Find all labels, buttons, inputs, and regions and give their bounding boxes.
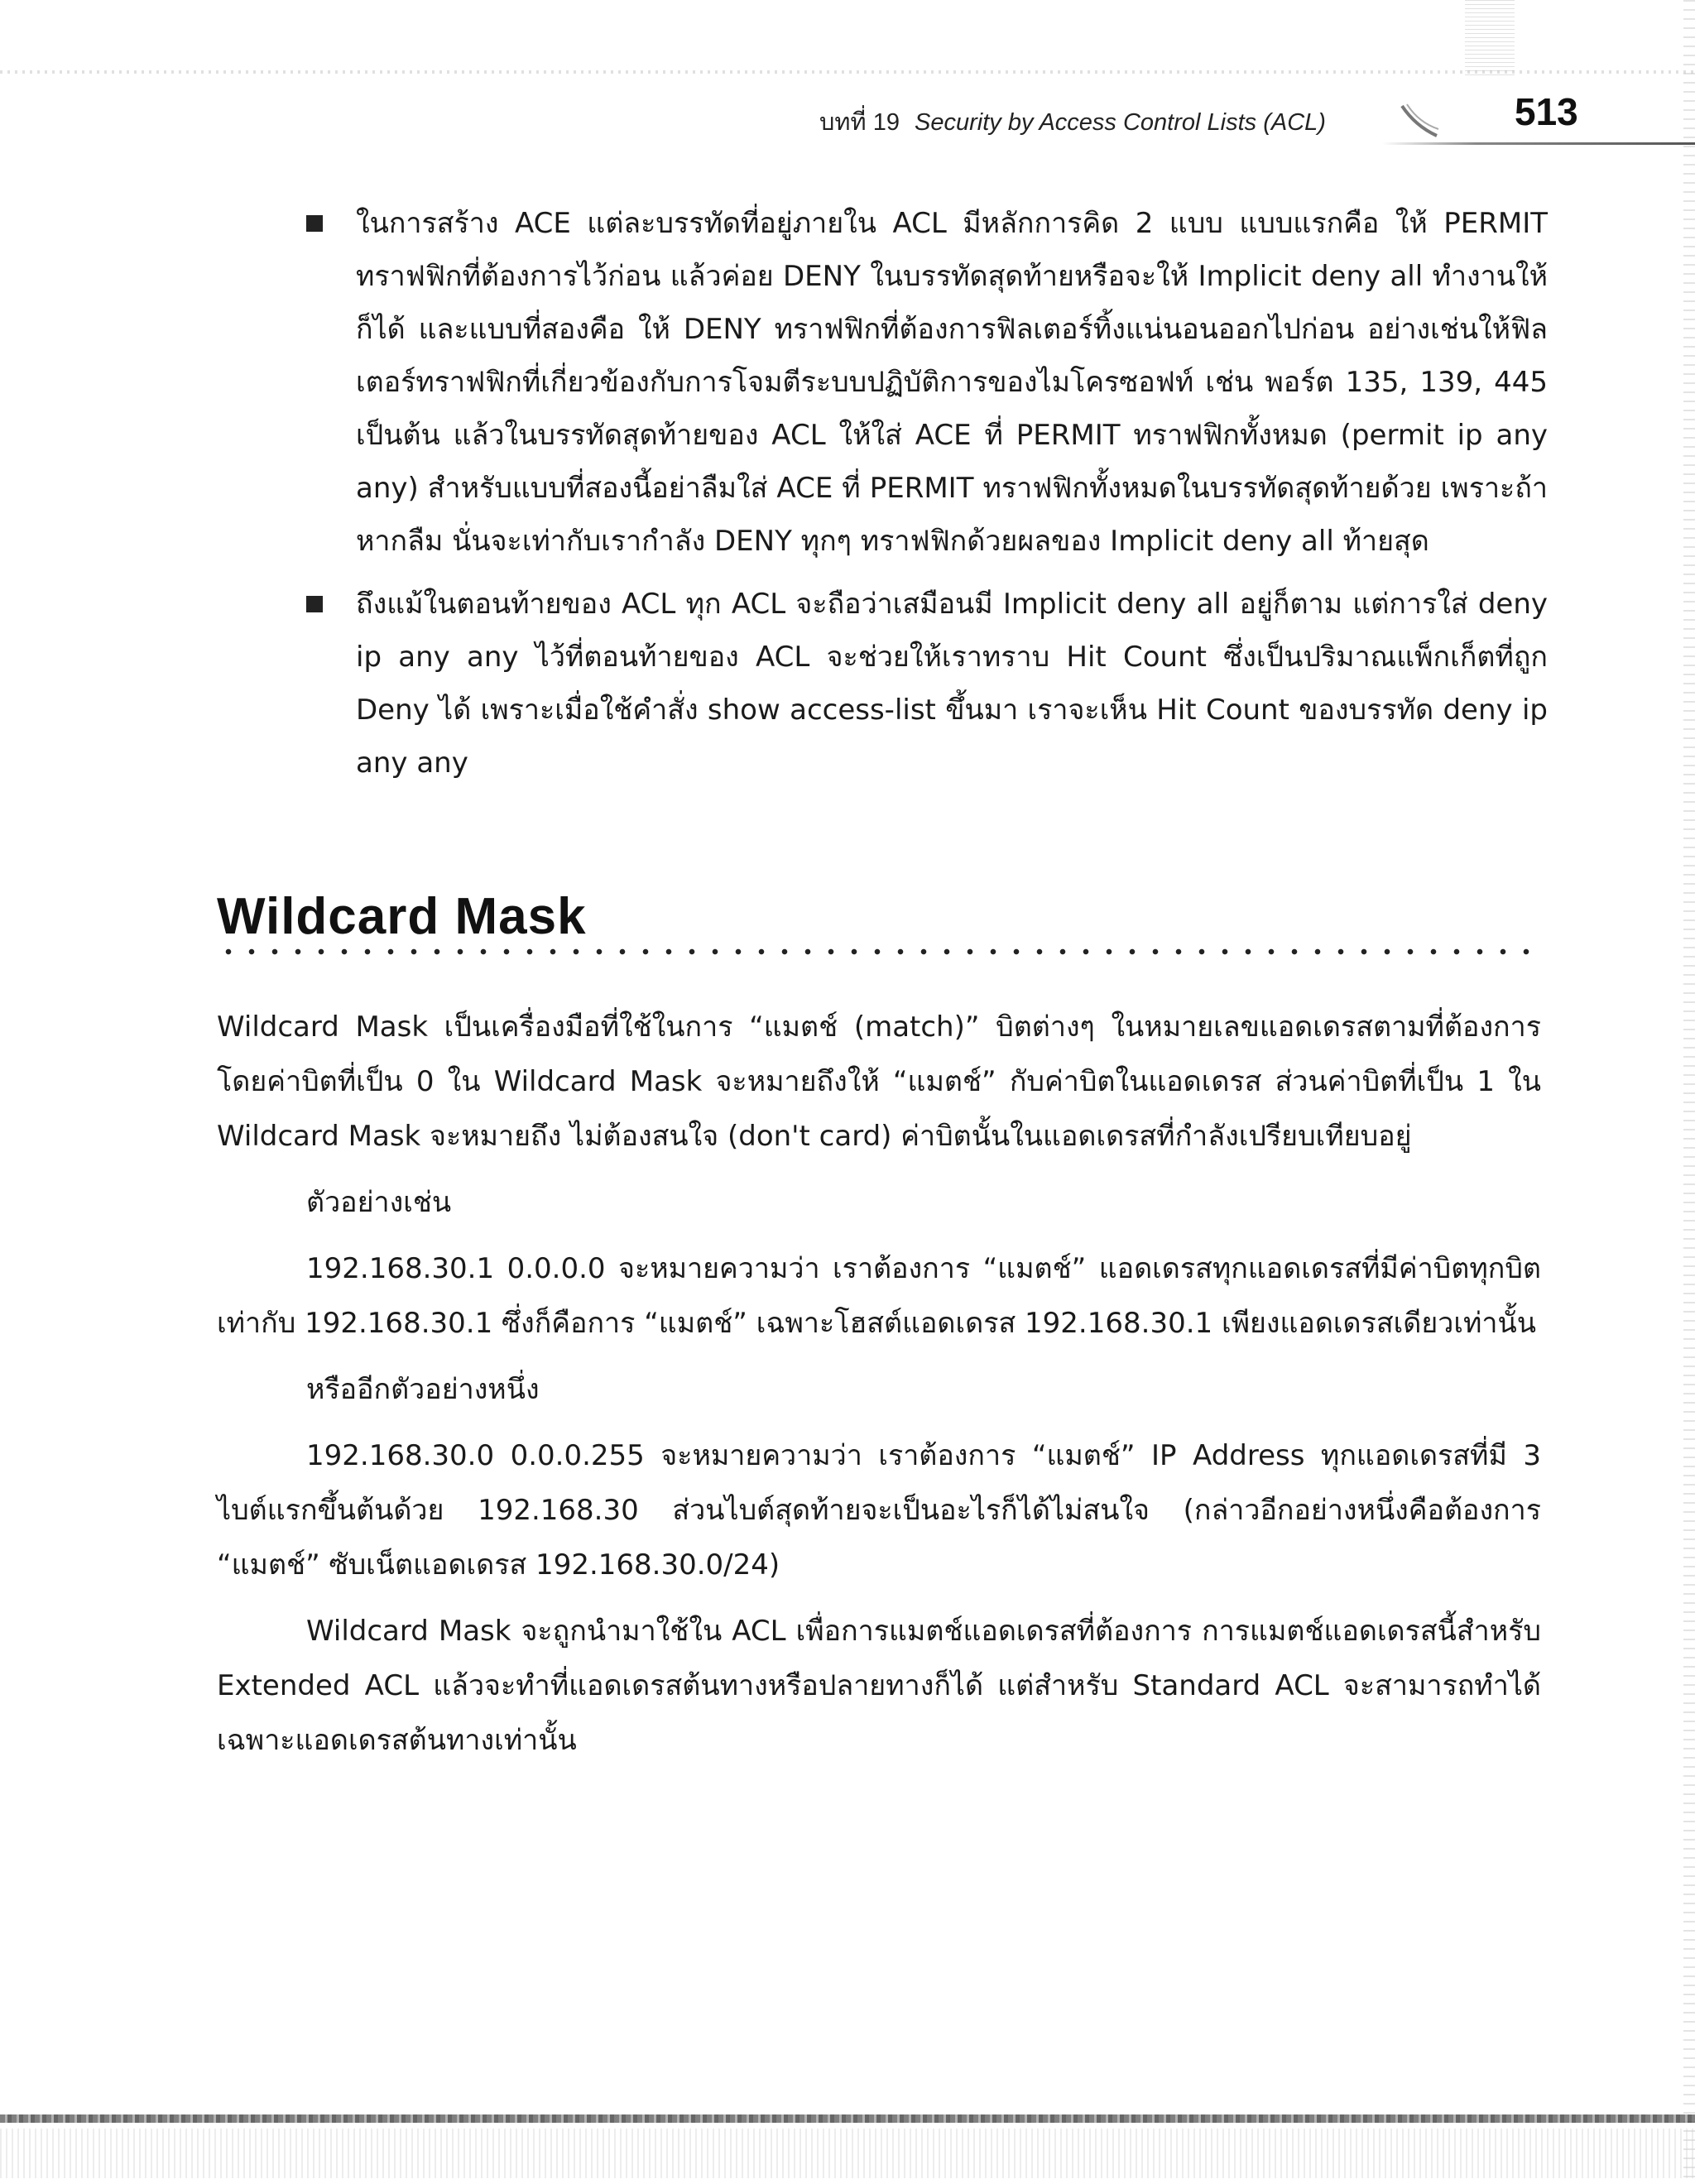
square-bullet-icon (306, 215, 323, 232)
running-header (819, 103, 1326, 141)
bullet-text: ถึงแม้ในตอนท้ายของ ACL ทุก ACL จะถือว่าเสมือนมี Implicit deny all อยู่ก็ตาม แต่การใส่ deny ip any any ไว้ที่ตอนท้ายของ ACL จะช่วยให้เราทราบ Hit Count ซึ่งเป็นปริมาณแพ็กเก็ตที่ถูก Deny ได้ เพราะเมื่อใช้คำสั่ง show access-list ขึ้นมา เราจะเห็น Hit Count ของบรรทัด deny ip any any (356, 588, 1548, 780)
chapter-title: Security by Access Control Lists (ACL) (915, 109, 1326, 136)
header-swoosh-icon (1399, 101, 1440, 142)
paragraph-example-subnet: 192.168.30.0 0.0.0.255 จะหมายความว่า เราต้องการ “แมตช์” IP Address ทุกแอดเดรสที่มี 3 ไบต์แรกขึ้นต้นด้วย 192.168.30 ส่วนไบต์สุดท้ายจะเป็นอะไรก็ได้ไม่สนใจ (กล่าวอีกอย่างหนึ่งคือต้องการ “แมตช์” ซับเน็ตแอดเดรส 192.168.30.0/24) (217, 1439, 1541, 1582)
page-number: 513 (1515, 90, 1578, 133)
scan-noise-bottom (0, 2129, 1695, 2178)
scan-noise-top (0, 70, 1695, 74)
scan-noise-right (1683, 0, 1695, 2184)
bullet-item (306, 197, 1548, 568)
example-label: ตัวอย่างเช่น (306, 1186, 452, 1219)
paragraph-intro: Wildcard Mask เป็นเครื่องมือที่ใช้ในการ “แมตช์ (match)” บิตต่างๆ ในหมายเลขแอดเดรสตามที่ต้องการ โดยค่าบิตที่เป็น 0 ใน Wildcard Mask จะหมายถึงให้ “แมตช์” กับค่าบิตในแอดเดรส ส่วนค่าบิตที่เป็น 1 ใน Wildcard Mask จะหมายถึง ไม่ต้องสนใจ (don't card) ค่าบิตนั้นในแอดเดรสที่กำลังเปรียบเทียบอยู่ (217, 1010, 1541, 1153)
paragraph-usage: Wildcard Mask จะถูกนำมาใช้ใน ACL เพื่อการแมตช์แอดเดรสที่ต้องการ การแมตช์แอดเดรสนี้สำหรับ Extended ACL แล้วจะทำที่แอดเดรสต้นทางหรือปลายทางก็ได้ แต่สำหรับ Standard ACL จะสามารถทำได้เฉพาะแอดเดรสต้นทางเท่านั้น (217, 1615, 1541, 1757)
paragraph-example-host: 192.168.30.1 0.0.0.0 จะหมายความว่า เราต้องการ “แมตช์” แอดเดรสทุกแอดเดรสที่มีค่าบิตทุกบิตเท่ากับ 192.168.30.1 ซึ่งก็คือการ “แมตช์” เฉพาะโฮสต์แอดเดรส 192.168.30.1 เพียงแอดเดรสเดียวเท่านั้น (217, 1252, 1541, 1340)
bullet-list (306, 197, 1548, 799)
chapter-number: บทที่ 19 (819, 109, 900, 136)
scan-noise-corner (1465, 0, 1515, 79)
dotted-rule (217, 947, 1541, 957)
scan-edge-bottom (0, 2114, 1695, 2123)
square-bullet-icon (306, 596, 323, 612)
header-rule (1382, 142, 1695, 145)
section-body (217, 1000, 1541, 1779)
example-label-2: หรืออีกตัวอย่างหนึ่ง (306, 1373, 540, 1406)
bullet-text: ในการสร้าง ACE แต่ละบรรทัดที่อยู่ภายใน ACL มีหลักการคิด 2 แบบ แบบแรกคือ ให้ PERMIT ทราฟฟิกที่ต้องการไว้ก่อน แล้วค่อย DENY ในบรรทัดสุดท้ายหรือจะให้ Implicit deny all ทำงานให้ก็ได้ และแบบที่สองคือ ให้ DENY ทราฟฟิกที่ต้องการฟิลเตอร์ทิ้งแน่นอนออกไปก่อน อย่างเช่นให้ฟิลเตอร์ทราฟฟิกที่เกี่ยวข้องกับการโจมตีระบบปฏิบัติการของไมโครซอฟท์ เช่น พอร์ต 135, 139, 445 เป็นต้น แล้วในบรรทัดสุดท้ายของ ACL ให้ใส่ ACE ที่ PERMIT ทราฟฟิกทั้งหมด (permit ip any any) สำหรับแบบที่สองนี้อย่าลืมใส่ ACE ที่ PERMIT ทราฟฟิกทั้งหมดในบรรทัดสุดท้ายด้วย เพราะถ้าหากลืม นั่นจะเท่ากับเรากำลัง DENY ทุกๆ ทราฟฟิกด้วยผลของ Implicit deny all ท้ายสุด (356, 207, 1548, 558)
section-title: Wildcard Mask (217, 888, 587, 945)
bullet-item (306, 578, 1548, 790)
